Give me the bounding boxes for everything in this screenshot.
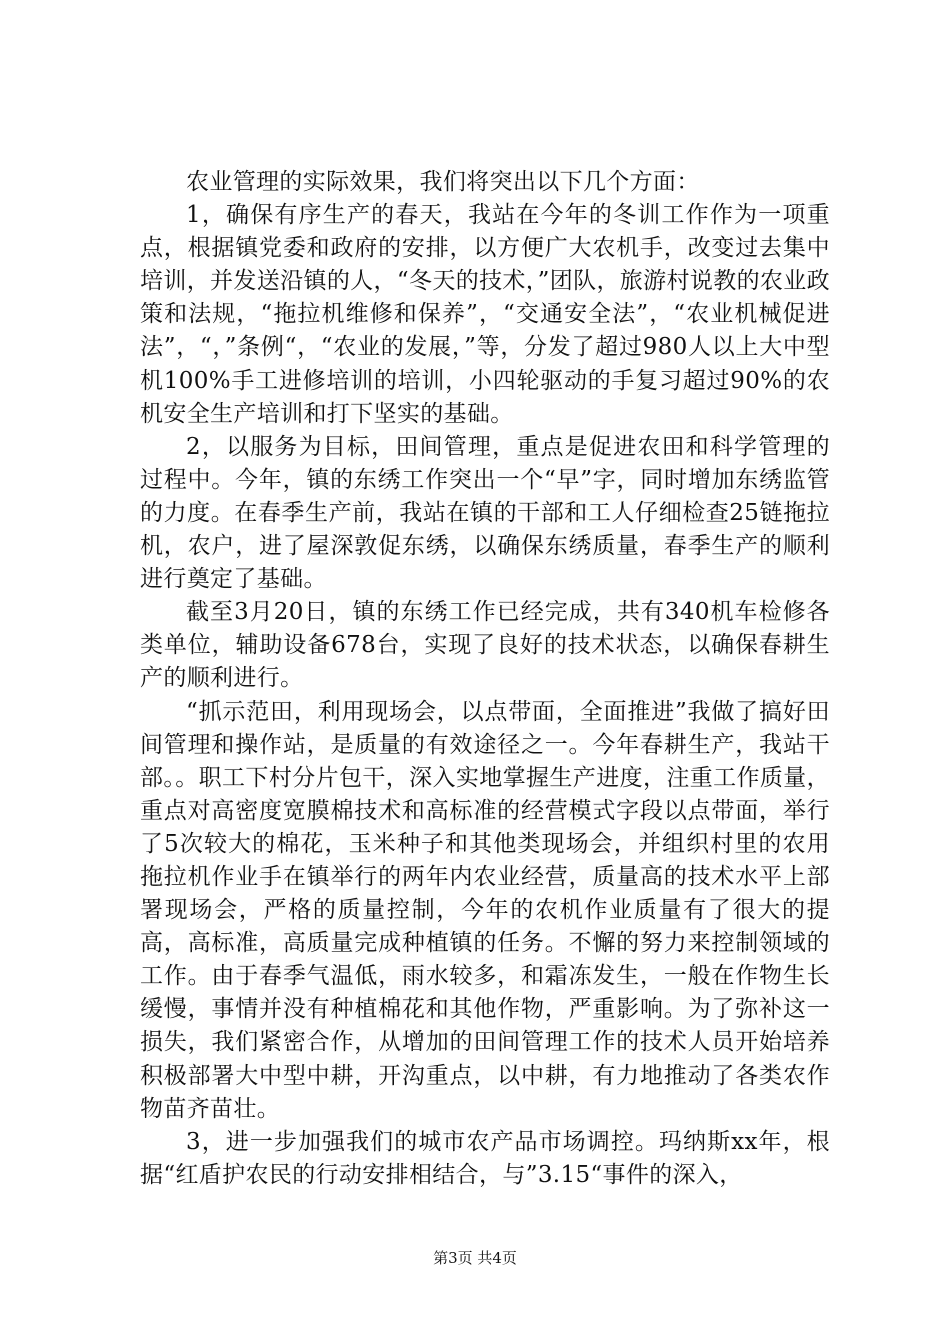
page-number-footer: 第3页 共4页 (433, 1249, 517, 1267)
paragraph-demonstration-fields: “抓示范田，利用现场会，以点带面，全面推进”我做了搞好田间管理和操作站，是质量的有效途径之一。今年春耕生产，我站干部。。职工下村分片包干，深入实地掌握生产进度，注重工作质量，重点对高密度宽膜棉技术和高标准的经营模式字段以点带面，举行了5次较大的棉花，玉米种子和其他类现场会，并组织村里的农用拖拉机作业手在镇举行的两年内农业经营，质量高的技术水平上部署现场会，严格的质量控制，今年的农机作业质量有了很大的提高，高标准，高质量完成种植镇的任务。不懈的努力来控制领域的工作。由于春季气温低，雨水较多，和霜冻发生，一般在作物生长缓慢，事情并没有种植棉花和其他作物，严重影响。为了弥补这一损失，我们紧密合作，从增加的田间管理工作的技术人员开始培养积极部署大中型中耕，开沟重点，以中耕，有力地推动了各类农作物苗齐苗壮。 (140, 698, 830, 1122)
paragraph-winter-training: 1，确保有序生产的春天，我站在今年的冬训工作作为一项重点，根据镇党委和政府的安排，以方便广大农机手，改变过去集中培训，并发送沿镇的人，“冬天的技术，”团队，旅游村说教的农业政策和法规，“拖拉机维修和保养”，“交通安全法”，“农业机械促进法”，“，”条例“，“农业的发展，”等，分发了超过980人以上大中型机100%手工进修培训的培训，小四轮驱动的手复习超过90%的农机安全生产培训和打下坚实的基础。 (140, 202, 830, 427)
paragraph-overhaul-status: 截至3月20日，镇的东绣工作已经完成，共有340机车检修各类单位，辅助设备678台，实现了良好的技术状态，以确保春耕生产的顺利进行。 (140, 599, 830, 692)
document-body (140, 166, 830, 1192)
paragraph-market-control: 3，进一步加强我们的城市农产品市场调控。玛纳斯xx年，根据“红盾护农民的行动安排相结合，与”3.15“事件的深入， (140, 1128, 830, 1188)
paragraph-intro: 农业管理的实际效果，我们将突出以下几个方面： (186, 169, 700, 195)
paragraph-field-management: 2，以服务为目标，田间管理，重点是促进农田和科学管理的过程中。今年，镇的东绣工作突出一个“早”字，同时增加东绣监管的力度。在春季生产前，我站在镇的干部和工人仔细检查25链拖拉机，农户，进了屋深敦促东绣，以确保东绣质量，春季生产的顺利进行奠定了基础。 (140, 433, 830, 593)
